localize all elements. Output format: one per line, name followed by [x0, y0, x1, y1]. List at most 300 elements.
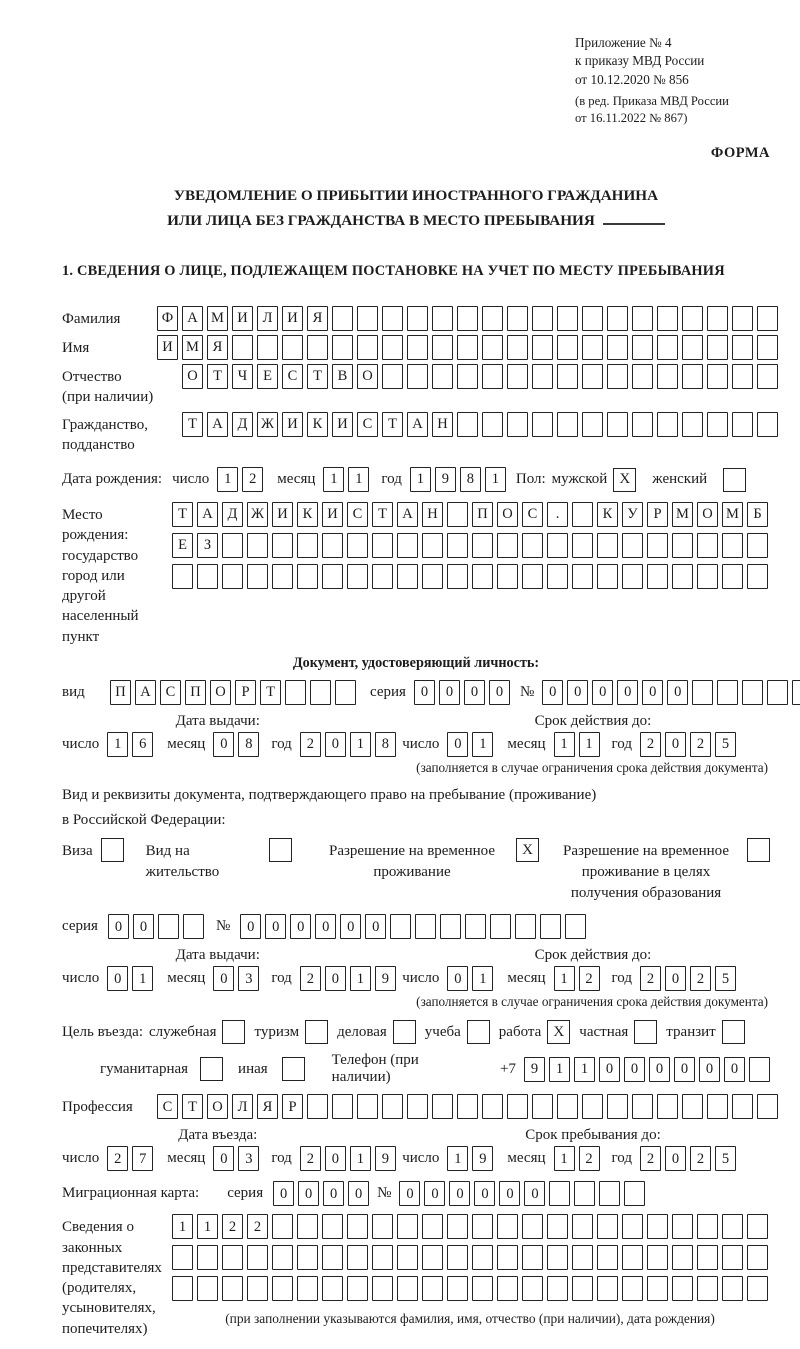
char-cell[interactable]	[647, 1214, 668, 1239]
purpose-private-checkbox[interactable]	[634, 1020, 657, 1044]
char-cell[interactable]	[422, 533, 443, 558]
char-cell[interactable]: 1	[217, 467, 238, 492]
char-cell[interactable]	[607, 364, 628, 389]
purpose-transit-checkbox[interactable]	[722, 1020, 745, 1044]
char-cell[interactable]: И	[332, 412, 353, 437]
char-cell[interactable]	[672, 1276, 693, 1301]
char-cell[interactable]	[158, 914, 179, 939]
char-cell[interactable]	[407, 1094, 428, 1119]
char-cell[interactable]	[232, 335, 253, 360]
sex-male-checkbox[interactable]: X	[613, 468, 636, 492]
char-cell[interactable]: 0	[617, 680, 638, 705]
char-cell[interactable]: Я	[307, 306, 328, 331]
char-cell[interactable]	[372, 564, 393, 589]
char-cell[interactable]: 1	[485, 467, 506, 492]
char-cell[interactable]: 1	[348, 467, 369, 492]
char-cell[interactable]	[497, 1245, 518, 1270]
char-cell[interactable]	[272, 1245, 293, 1270]
char-cell[interactable]	[382, 1094, 403, 1119]
char-cell[interactable]: 2	[579, 1146, 600, 1171]
char-cell[interactable]	[607, 306, 628, 331]
char-cell[interactable]	[347, 1276, 368, 1301]
char-cell[interactable]: 0	[315, 914, 336, 939]
char-cell[interactable]	[172, 1276, 193, 1301]
char-cell[interactable]	[557, 1094, 578, 1119]
char-cell[interactable]: Я	[207, 335, 228, 360]
char-cell[interactable]	[632, 364, 653, 389]
char-cell[interactable]: 0	[474, 1181, 495, 1206]
char-cell[interactable]	[457, 412, 478, 437]
char-cell[interactable]: 1	[350, 732, 371, 757]
char-cell[interactable]: 5	[715, 966, 736, 991]
char-cell[interactable]: С	[347, 502, 368, 527]
char-cell[interactable]: 1	[197, 1214, 218, 1239]
char-cell[interactable]	[749, 1057, 770, 1082]
char-cell[interactable]: О	[497, 502, 518, 527]
char-cell[interactable]: И	[157, 335, 178, 360]
char-cell[interactable]: 5	[715, 732, 736, 757]
char-cell[interactable]	[432, 1094, 453, 1119]
char-cell[interactable]: 9	[524, 1057, 545, 1082]
char-cell[interactable]: 1	[132, 966, 153, 991]
char-cell[interactable]	[607, 335, 628, 360]
char-cell[interactable]	[222, 533, 243, 558]
char-cell[interactable]: 0	[240, 914, 261, 939]
char-cell[interactable]: 0	[665, 1146, 686, 1171]
char-cell[interactable]: 2	[640, 1146, 661, 1171]
char-cell[interactable]: 3	[238, 966, 259, 991]
char-cell[interactable]	[657, 1094, 678, 1119]
char-cell[interactable]	[722, 1276, 743, 1301]
temp-residence-education-checkbox[interactable]	[747, 838, 770, 862]
char-cell[interactable]	[332, 1094, 353, 1119]
char-cell[interactable]: 0	[464, 680, 485, 705]
char-cell[interactable]	[297, 1276, 318, 1301]
char-cell[interactable]	[490, 914, 511, 939]
char-cell[interactable]	[722, 1214, 743, 1239]
char-cell[interactable]: Т	[182, 1094, 203, 1119]
char-cell[interactable]	[472, 533, 493, 558]
char-cell[interactable]	[707, 1094, 728, 1119]
char-cell[interactable]	[282, 335, 303, 360]
char-cell[interactable]: И	[272, 502, 293, 527]
char-cell[interactable]	[447, 1276, 468, 1301]
char-cell[interactable]: 0	[323, 1181, 344, 1206]
char-cell[interactable]	[397, 1245, 418, 1270]
char-cell[interactable]: 0	[599, 1057, 620, 1082]
char-cell[interactable]	[732, 364, 753, 389]
char-cell[interactable]	[682, 1094, 703, 1119]
char-cell[interactable]: 0	[424, 1181, 445, 1206]
char-cell[interactable]	[457, 1094, 478, 1119]
char-cell[interactable]	[572, 533, 593, 558]
char-cell[interactable]	[692, 680, 713, 705]
char-cell[interactable]	[457, 335, 478, 360]
char-cell[interactable]	[332, 306, 353, 331]
char-cell[interactable]: 0	[665, 966, 686, 991]
char-cell[interactable]	[197, 1245, 218, 1270]
char-cell[interactable]	[747, 533, 768, 558]
char-cell[interactable]	[197, 564, 218, 589]
char-cell[interactable]: 0	[489, 680, 510, 705]
char-cell[interactable]	[497, 533, 518, 558]
char-cell[interactable]	[582, 412, 603, 437]
char-cell[interactable]	[622, 1245, 643, 1270]
char-cell[interactable]: В	[332, 364, 353, 389]
char-cell[interactable]	[432, 335, 453, 360]
char-cell[interactable]	[757, 364, 778, 389]
char-cell[interactable]	[472, 1245, 493, 1270]
char-cell[interactable]	[682, 335, 703, 360]
char-cell[interactable]: Ж	[247, 502, 268, 527]
char-cell[interactable]: 9	[375, 966, 396, 991]
char-cell[interactable]	[547, 1214, 568, 1239]
char-cell[interactable]	[657, 364, 678, 389]
char-cell[interactable]	[522, 1214, 543, 1239]
char-cell[interactable]: У	[622, 502, 643, 527]
char-cell[interactable]: 0	[298, 1181, 319, 1206]
char-cell[interactable]	[472, 1276, 493, 1301]
char-cell[interactable]: 9	[435, 467, 456, 492]
char-cell[interactable]: Д	[222, 502, 243, 527]
char-cell[interactable]: Н	[432, 412, 453, 437]
char-cell[interactable]: О	[207, 1094, 228, 1119]
char-cell[interactable]	[197, 1276, 218, 1301]
char-cell[interactable]: П	[185, 680, 206, 705]
char-cell[interactable]: 1	[472, 732, 493, 757]
char-cell[interactable]	[557, 364, 578, 389]
char-cell[interactable]	[672, 533, 693, 558]
char-cell[interactable]	[407, 306, 428, 331]
char-cell[interactable]	[572, 564, 593, 589]
char-cell[interactable]	[767, 680, 788, 705]
visa-checkbox[interactable]	[101, 838, 124, 862]
char-cell[interactable]	[382, 306, 403, 331]
char-cell[interactable]	[507, 335, 528, 360]
char-cell[interactable]: Д	[232, 412, 253, 437]
char-cell[interactable]	[515, 914, 536, 939]
char-cell[interactable]: А	[397, 502, 418, 527]
char-cell[interactable]	[632, 412, 653, 437]
char-cell[interactable]	[697, 564, 718, 589]
char-cell[interactable]: 6	[132, 732, 153, 757]
char-cell[interactable]	[222, 1276, 243, 1301]
char-cell[interactable]	[540, 914, 561, 939]
char-cell[interactable]	[415, 914, 436, 939]
char-cell[interactable]: 0	[667, 680, 688, 705]
char-cell[interactable]: Т	[307, 364, 328, 389]
char-cell[interactable]: 2	[300, 966, 321, 991]
char-cell[interactable]: 0	[108, 914, 129, 939]
char-cell[interactable]	[622, 1276, 643, 1301]
char-cell[interactable]: 2	[247, 1214, 268, 1239]
char-cell[interactable]	[682, 412, 703, 437]
char-cell[interactable]	[447, 1245, 468, 1270]
char-cell[interactable]	[624, 1181, 645, 1206]
char-cell[interactable]	[507, 364, 528, 389]
char-cell[interactable]	[532, 335, 553, 360]
char-cell[interactable]: Р	[235, 680, 256, 705]
char-cell[interactable]: 0	[213, 732, 234, 757]
char-cell[interactable]	[407, 364, 428, 389]
char-cell[interactable]	[183, 914, 204, 939]
char-cell[interactable]	[532, 1094, 553, 1119]
char-cell[interactable]	[297, 533, 318, 558]
char-cell[interactable]: Ф	[157, 306, 178, 331]
char-cell[interactable]	[372, 533, 393, 558]
char-cell[interactable]: О	[357, 364, 378, 389]
char-cell[interactable]	[549, 1181, 570, 1206]
char-cell[interactable]	[397, 1276, 418, 1301]
char-cell[interactable]	[597, 1214, 618, 1239]
char-cell[interactable]	[647, 1245, 668, 1270]
char-cell[interactable]: 1	[554, 732, 575, 757]
char-cell[interactable]	[447, 564, 468, 589]
char-cell[interactable]: 0	[724, 1057, 745, 1082]
char-cell[interactable]: 2	[300, 732, 321, 757]
char-cell[interactable]: 1	[447, 1146, 468, 1171]
char-cell[interactable]: Т	[207, 364, 228, 389]
char-cell[interactable]: 1	[323, 467, 344, 492]
char-cell[interactable]	[347, 1214, 368, 1239]
char-cell[interactable]	[372, 1214, 393, 1239]
char-cell[interactable]: 2	[640, 966, 661, 991]
char-cell[interactable]: 0	[592, 680, 613, 705]
char-cell[interactable]: Т	[182, 412, 203, 437]
char-cell[interactable]	[599, 1181, 620, 1206]
char-cell[interactable]	[357, 335, 378, 360]
char-cell[interactable]	[632, 306, 653, 331]
char-cell[interactable]	[607, 1094, 628, 1119]
char-cell[interactable]: 1	[579, 732, 600, 757]
char-cell[interactable]	[757, 306, 778, 331]
sex-female-checkbox[interactable]	[723, 468, 746, 492]
char-cell[interactable]	[457, 364, 478, 389]
char-cell[interactable]	[682, 364, 703, 389]
char-cell[interactable]: 0	[447, 732, 468, 757]
char-cell[interactable]: М	[182, 335, 203, 360]
char-cell[interactable]: 1	[554, 966, 575, 991]
char-cell[interactable]	[757, 1094, 778, 1119]
char-cell[interactable]: С	[522, 502, 543, 527]
char-cell[interactable]: К	[307, 412, 328, 437]
char-cell[interactable]	[565, 914, 586, 939]
char-cell[interactable]: М	[722, 502, 743, 527]
char-cell[interactable]	[707, 364, 728, 389]
char-cell[interactable]	[582, 335, 603, 360]
char-cell[interactable]	[432, 364, 453, 389]
char-cell[interactable]	[272, 564, 293, 589]
char-cell[interactable]	[497, 1276, 518, 1301]
char-cell[interactable]	[322, 1214, 343, 1239]
char-cell[interactable]	[582, 306, 603, 331]
char-cell[interactable]	[397, 1214, 418, 1239]
char-cell[interactable]	[672, 564, 693, 589]
purpose-official-checkbox[interactable]	[222, 1020, 245, 1044]
char-cell[interactable]	[697, 1245, 718, 1270]
char-cell[interactable]	[722, 533, 743, 558]
char-cell[interactable]	[607, 412, 628, 437]
char-cell[interactable]: 0	[265, 914, 286, 939]
char-cell[interactable]	[792, 680, 800, 705]
char-cell[interactable]	[522, 564, 543, 589]
char-cell[interactable]: 9	[472, 1146, 493, 1171]
char-cell[interactable]: 0	[340, 914, 361, 939]
char-cell[interactable]	[732, 306, 753, 331]
char-cell[interactable]: 0	[665, 732, 686, 757]
char-cell[interactable]	[432, 306, 453, 331]
char-cell[interactable]	[742, 680, 763, 705]
char-cell[interactable]: 8	[375, 732, 396, 757]
char-cell[interactable]	[347, 1245, 368, 1270]
char-cell[interactable]: Т	[172, 502, 193, 527]
char-cell[interactable]: С	[157, 1094, 178, 1119]
char-cell[interactable]: 9	[375, 1146, 396, 1171]
char-cell[interactable]	[422, 1276, 443, 1301]
char-cell[interactable]: И	[282, 306, 303, 331]
char-cell[interactable]: 0	[365, 914, 386, 939]
char-cell[interactable]: 0	[414, 680, 435, 705]
char-cell[interactable]: Т	[382, 412, 403, 437]
char-cell[interactable]	[717, 680, 738, 705]
char-cell[interactable]	[647, 533, 668, 558]
char-cell[interactable]	[297, 564, 318, 589]
char-cell[interactable]	[497, 1214, 518, 1239]
char-cell[interactable]	[222, 564, 243, 589]
char-cell[interactable]: 0	[699, 1057, 720, 1082]
char-cell[interactable]	[357, 306, 378, 331]
char-cell[interactable]	[390, 914, 411, 939]
temp-residence-checkbox[interactable]: X	[516, 838, 539, 862]
char-cell[interactable]	[657, 412, 678, 437]
char-cell[interactable]: 1	[472, 966, 493, 991]
char-cell[interactable]: З	[197, 533, 218, 558]
char-cell[interactable]	[597, 1245, 618, 1270]
char-cell[interactable]: 0	[499, 1181, 520, 1206]
char-cell[interactable]	[707, 412, 728, 437]
char-cell[interactable]: 0	[399, 1181, 420, 1206]
char-cell[interactable]	[272, 1214, 293, 1239]
char-cell[interactable]: 0	[542, 680, 563, 705]
char-cell[interactable]: К	[597, 502, 618, 527]
char-cell[interactable]	[572, 502, 593, 527]
char-cell[interactable]: 0	[624, 1057, 645, 1082]
char-cell[interactable]: Я	[257, 1094, 278, 1119]
char-cell[interactable]	[347, 564, 368, 589]
char-cell[interactable]	[572, 1276, 593, 1301]
char-cell[interactable]	[522, 533, 543, 558]
char-cell[interactable]: И	[322, 502, 343, 527]
char-cell[interactable]	[447, 502, 468, 527]
char-cell[interactable]: 0	[133, 914, 154, 939]
char-cell[interactable]	[732, 1094, 753, 1119]
char-cell[interactable]	[697, 1214, 718, 1239]
char-cell[interactable]: С	[160, 680, 181, 705]
char-cell[interactable]	[532, 306, 553, 331]
char-cell[interactable]: 0	[213, 966, 234, 991]
char-cell[interactable]: 0	[447, 966, 468, 991]
char-cell[interactable]	[547, 564, 568, 589]
char-cell[interactable]	[547, 1276, 568, 1301]
char-cell[interactable]: 1	[554, 1146, 575, 1171]
char-cell[interactable]	[440, 914, 461, 939]
char-cell[interactable]	[507, 1094, 528, 1119]
char-cell[interactable]: 0	[649, 1057, 670, 1082]
char-cell[interactable]: 0	[290, 914, 311, 939]
char-cell[interactable]: 1	[350, 1146, 371, 1171]
char-cell[interactable]: 0	[325, 1146, 346, 1171]
char-cell[interactable]: 0	[674, 1057, 695, 1082]
char-cell[interactable]	[247, 1276, 268, 1301]
char-cell[interactable]: 2	[690, 732, 711, 757]
char-cell[interactable]	[582, 364, 603, 389]
char-cell[interactable]: П	[472, 502, 493, 527]
char-cell[interactable]: 0	[273, 1181, 294, 1206]
char-cell[interactable]	[322, 564, 343, 589]
char-cell[interactable]: М	[207, 306, 228, 331]
purpose-tourism-checkbox[interactable]	[305, 1020, 328, 1044]
char-cell[interactable]	[307, 335, 328, 360]
char-cell[interactable]	[572, 1245, 593, 1270]
char-cell[interactable]: О	[210, 680, 231, 705]
char-cell[interactable]	[707, 335, 728, 360]
char-cell[interactable]: 0	[213, 1146, 234, 1171]
char-cell[interactable]: О	[182, 364, 203, 389]
char-cell[interactable]	[672, 1214, 693, 1239]
char-cell[interactable]	[647, 564, 668, 589]
purpose-other-checkbox[interactable]	[282, 1057, 305, 1081]
char-cell[interactable]: А	[182, 306, 203, 331]
char-cell[interactable]: А	[197, 502, 218, 527]
char-cell[interactable]: Т	[372, 502, 393, 527]
char-cell[interactable]: 2	[242, 467, 263, 492]
char-cell[interactable]	[382, 364, 403, 389]
char-cell[interactable]	[707, 306, 728, 331]
char-cell[interactable]: Т	[260, 680, 281, 705]
char-cell[interactable]	[582, 1094, 603, 1119]
char-cell[interactable]	[647, 1276, 668, 1301]
purpose-study-checkbox[interactable]	[467, 1020, 490, 1044]
char-cell[interactable]	[557, 335, 578, 360]
char-cell[interactable]	[332, 335, 353, 360]
char-cell[interactable]	[472, 564, 493, 589]
char-cell[interactable]	[557, 412, 578, 437]
char-cell[interactable]	[532, 364, 553, 389]
char-cell[interactable]	[547, 533, 568, 558]
char-cell[interactable]	[422, 1245, 443, 1270]
char-cell[interactable]: А	[407, 412, 428, 437]
char-cell[interactable]: 0	[524, 1181, 545, 1206]
char-cell[interactable]: 1	[172, 1214, 193, 1239]
char-cell[interactable]: И	[282, 412, 303, 437]
char-cell[interactable]	[422, 564, 443, 589]
char-cell[interactable]	[597, 1276, 618, 1301]
char-cell[interactable]	[747, 1214, 768, 1239]
char-cell[interactable]	[407, 335, 428, 360]
char-cell[interactable]	[465, 914, 486, 939]
char-cell[interactable]: Р	[647, 502, 668, 527]
char-cell[interactable]	[697, 533, 718, 558]
char-cell[interactable]	[310, 680, 331, 705]
char-cell[interactable]	[757, 412, 778, 437]
char-cell[interactable]: Н	[422, 502, 443, 527]
char-cell[interactable]: К	[297, 502, 318, 527]
char-cell[interactable]: 2	[640, 732, 661, 757]
char-cell[interactable]	[632, 1094, 653, 1119]
char-cell[interactable]	[247, 1245, 268, 1270]
char-cell[interactable]: 0	[567, 680, 588, 705]
char-cell[interactable]	[472, 1214, 493, 1239]
